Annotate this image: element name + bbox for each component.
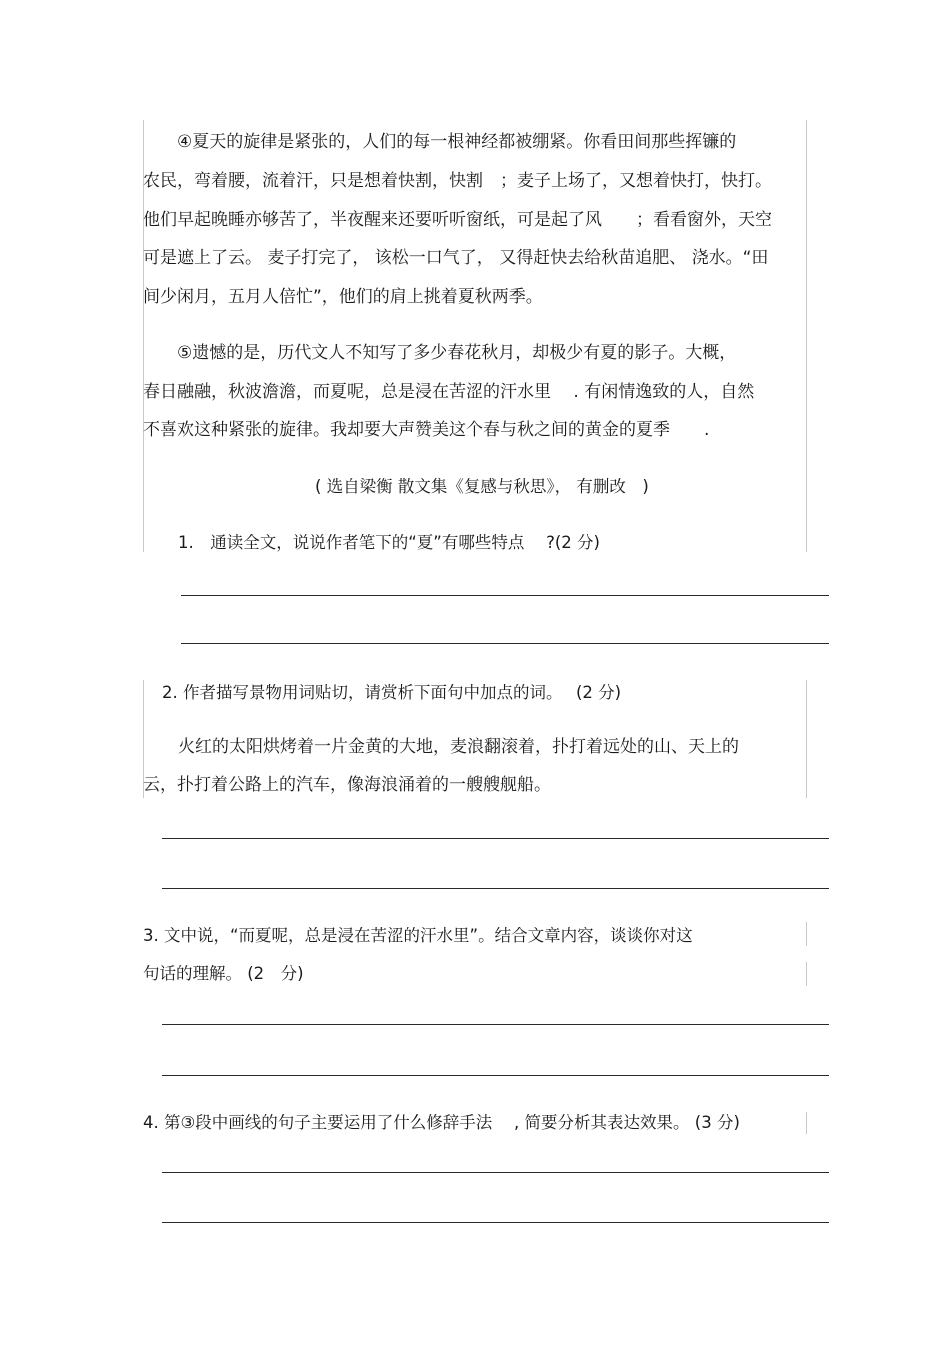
border-right: [806, 120, 807, 552]
answer-line-q3-2[interactable]: [162, 1075, 829, 1076]
border-right-3: [806, 922, 807, 946]
border-right-4: [806, 962, 807, 986]
border-right-2: [806, 680, 807, 798]
border-right-5: [806, 1112, 807, 1134]
answer-line-q4-1[interactable]: [162, 1172, 829, 1173]
para5-line-3: 不喜欢这种紧张的旋律。我却要大声赞美这个春与秋之间的黄金的夏季 .: [143, 420, 710, 440]
para5-line-2: 春日融融，秋波澹澹，而夏呢，总是浸在苦涩的汗水里 . 有闲情逸致的人，自然: [143, 382, 755, 402]
question-2-quote-line-1: 火红的太阳烘烤着一片金黄的大地，麦浪翻滚着，扑打着远处的山、天上的: [178, 737, 739, 757]
source-citation: ( 选自梁衡 散文集《复感与秋思》， 有删改 ): [315, 477, 649, 496]
para4-line-1: ④夏天的旋律是紧张的，人们的每一根神经都被绷紧。你看田间那些挥镰的: [177, 132, 737, 152]
para4-line-2: 农民，弯着腰，流着汗，只是想着快割，快割 ；麦子上场了，又想着快打，快打。: [143, 171, 772, 191]
question-4: 4. 第③段中画线的句子主要运用了什么修辞手法 , 简要分析其表达效果。 (3 分): [143, 1113, 740, 1132]
question-2-quote-line-2: 云，扑打着公路上的汽车，像海浪涌着的一艘艘舰船。: [143, 775, 551, 795]
answer-line-q2-2[interactable]: [162, 888, 829, 889]
question-3-line-2: 句话的理解。 (2 分): [143, 964, 304, 983]
answer-line-q1-1[interactable]: [181, 595, 829, 596]
para4-line-5: 间少闲月，五月人倍忙”，他们的肩上挑着夏秋两季。: [143, 287, 543, 307]
para4-line-4: 可是遮上了云。 麦子打完了， 该松一口气了， 又得赶快去给秋苗追肥、 浇水。“田: [143, 248, 769, 268]
answer-line-q2-1[interactable]: [162, 838, 829, 839]
answer-line-q4-2[interactable]: [162, 1222, 829, 1223]
question-1: 1. 通读全文，说说作者笔下的“夏”有哪些特点 ?(2 分): [178, 533, 600, 552]
para4-line-3: 他们早起晚睡亦够苦了，半夜醒来还要听听窗纸，可是起了风 ；看看窗外，天空: [143, 210, 772, 230]
question-2: 2. 作者描写景物用词贴切，请赏析下面句中加点的词。 (2 分): [162, 683, 622, 702]
answer-line-q3-1[interactable]: [162, 1024, 829, 1025]
para5-line-1: ⑤遗憾的是，历代文人不知写了多少春花秋月，却极少有夏的影子。大概，: [177, 343, 737, 363]
answer-line-q1-2[interactable]: [181, 643, 829, 644]
question-3-line-1: 3. 文中说，“而夏呢，总是浸在苦涩的汗水里”。结合文章内容，谈谈你对这: [143, 926, 693, 945]
